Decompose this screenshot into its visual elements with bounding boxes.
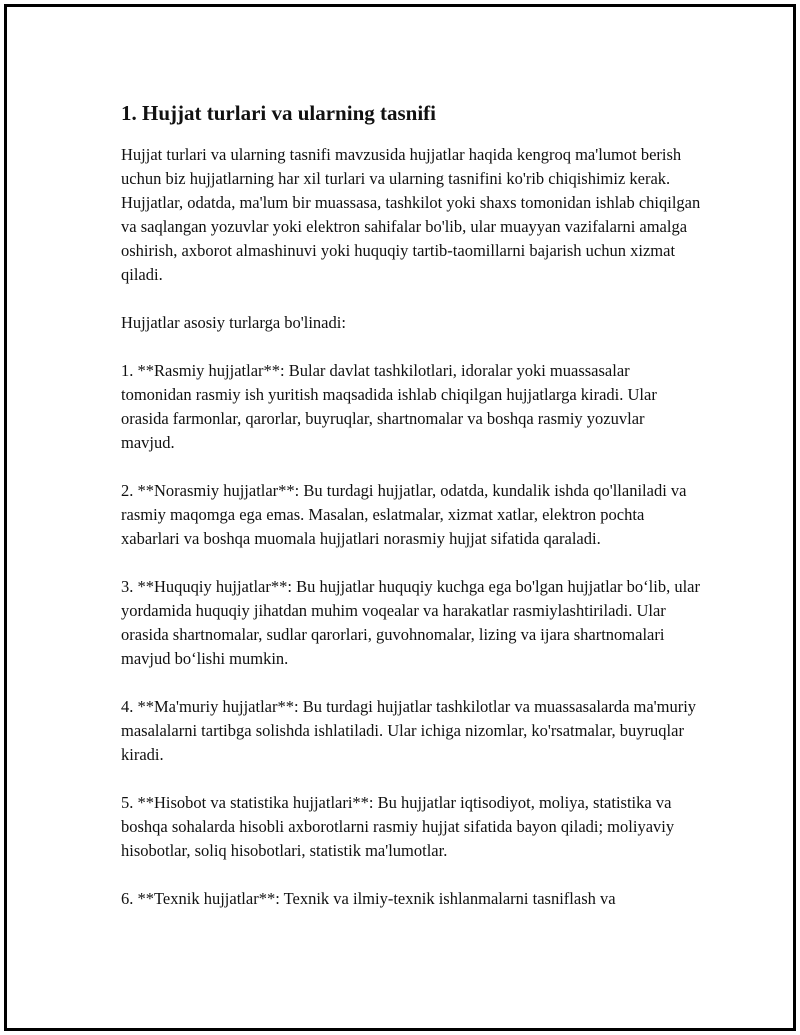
paragraph-report-statistics-documents: 5. **Hisobot va statistika hujjatlari**: Bu hujjatlar iqtisodiyot, moliya, statistika va boshqa sohalarda hisobli axborotlarni rasmiy hujjat sifatida bayon qiladi; moliyaviy hisobotlar, soliq hisobotlari, statistik ma'lumotlar. — [121, 793, 675, 860]
paragraph-technical-documents: 6. **Texnik hujjatlar**: Texnik va ilmiy-texnik ishlanmalarni tasniflash va — [121, 889, 616, 908]
paragraph-intro: Hujjat turlari va ularning tasnifi mavzusida hujjatlar haqida kengroq ma'lumot berish uchun biz hujjatlarning har xil turlari va ularning tasnifini ko'rib chiqishimiz kerak. Hujjatlar, odatda, ma'lum bir muassasa, tashkilot yoki shaxs tomonidan ishlab chiqilgan va saqlangan yozuvlar yoki elektron sahifalar bo'lib, ular muayyan vazifalarni amalga oshirish, axborot almashinuvi yoki huquqiy tartib-taomillarni bajarish uchun xizmat qiladi. — [121, 145, 701, 284]
paragraph-unofficial-documents: 2. **Norasmiy hujjatlar**: Bu turdagi hujjatlar, odatda, kundalik ishda qo'llaniladi va rasmiy maqomga ega emas. Masalan, eslatmalar, xizmat xatlar, elektron pochta xabarlari va boshqa muomala hujjatlari norasmiy hujjat sifatida qaraladi. — [121, 481, 687, 548]
paragraph-official-documents: 1. **Rasmiy hujjatlar**: Bular davlat tashkilotlari, idoralar yoki muassasalar tomonidan rasmiy ish yuritish maqsadida ishlab chiqilgan hujjatlarga kiradi. Ular orasida farmonlar, qarorlar, buyruqlar, shartnomalar va boshqa rasmiy yozuvlar mavjud. — [121, 361, 657, 452]
document-body — [121, 99, 701, 935]
paragraph-administrative-documents: 4. **Ma'muriy hujjatlar**: Bu turdagi hujjatlar tashkilotlar va muassasalarda ma'muriy masalalarni tartibga solishda ishlatiladi. Ular ichiga nizomlar, ko'rsatmalar, buyruqlar kiradi. — [121, 697, 697, 764]
document-title: 1. Hujjat turlari va ularning tasnifi — [121, 101, 437, 125]
page-frame — [4, 4, 796, 1031]
paragraph-legal-documents: 3. **Huquqiy hujjatlar**: Bu hujjatlar huquqiy kuchga ega bo'lgan hujjatlar bo‘lib, ular yordamida huquqiy jihatdan muhim voqealar va harakatlar rasmiylashtiriladi. Ular orasida shartnomalar, sudlar qarorlari, guvohnomalar, lizing va ijara shartnomalari mavjud bo‘lishi mumkin. — [121, 577, 700, 668]
paragraph-types-heading: Hujjatlar asosiy turlarga bo'linadi: — [121, 313, 346, 332]
